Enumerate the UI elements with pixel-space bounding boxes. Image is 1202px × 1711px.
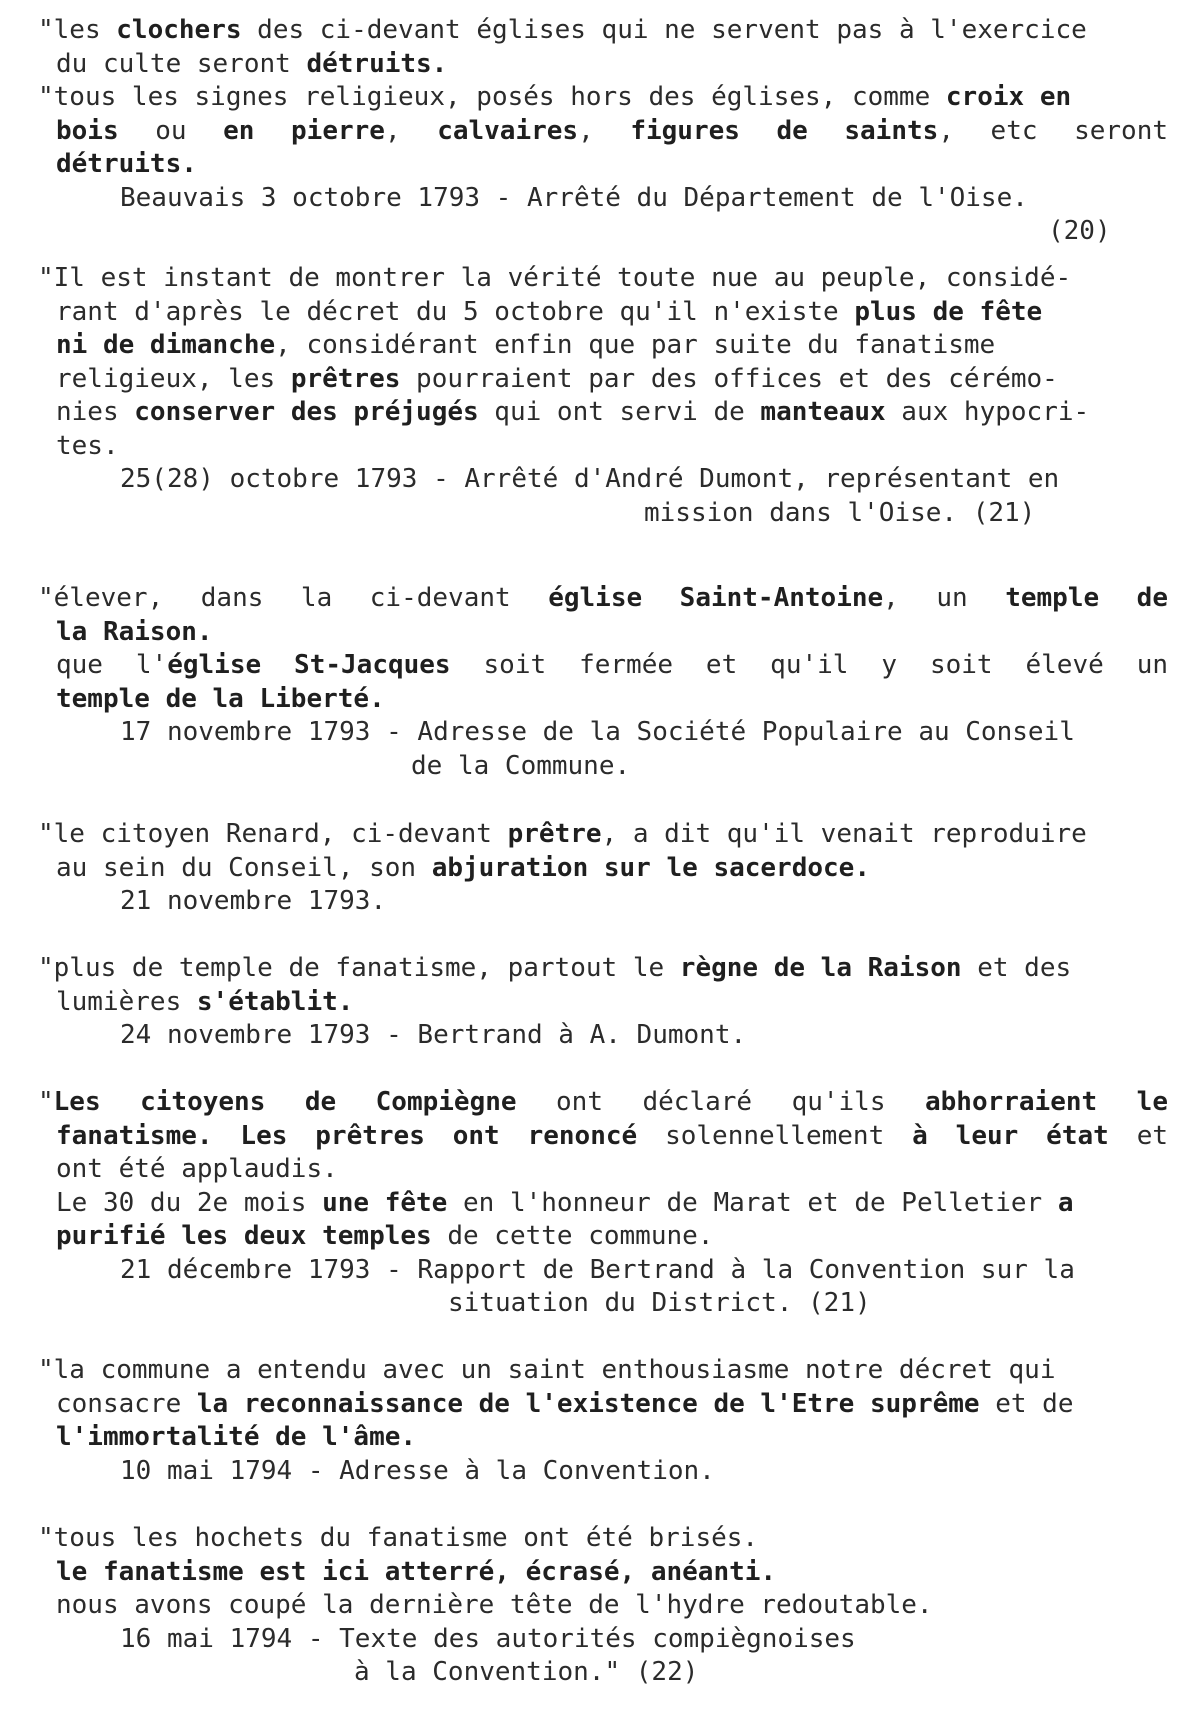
citation-line: 17 novembre 1793 - Adresse de la Société Populaire au Conseil [120,717,1075,747]
citation-line: de la Commune. [411,750,631,781]
quote-block [38,582,1168,783]
quote-line: "tous les signes religieux, posés hors des églises, comme croix en [38,82,1072,112]
quote-line: "les clochers des ci-devant églises qui ne servent pas à l'exercice [38,15,1087,45]
citation-line: 10 mai 1794 - Adresse à la Convention. [120,1455,715,1486]
quote-line: au sein du Conseil, son abjuration sur le sacerdoce. [56,852,870,883]
quote-line: purifié les deux temples de cette commune. [56,1221,714,1251]
quote-line: "plus de temple de fanatisme, partout le règne de la Raison et des [38,953,1072,983]
citation-line: 16 mai 1794 - Texte des autorités compiègnoises [120,1623,856,1654]
quote-block [38,1522,1168,1690]
quote-line: que l'église St-Jacques soit fermée et qu'il y soit élevé un [56,650,1168,680]
quote-block [38,262,1168,530]
footnote-ref: (20) [1048,216,1111,246]
quote-line: ont été applaudis. [56,1154,338,1184]
quote-line: l'immortalité de l'âme. [56,1422,417,1452]
quote-line: détruits. [56,149,197,179]
quote-line: "le citoyen Renard, ci-devant prêtre, a dit qu'il venait reproduire [38,819,1087,849]
citation-line: 24 novembre 1793 - Bertrand à A. Dumont. [120,1020,747,1050]
quote-line: Le 30 du 2e mois une fête en l'honneur de Marat et de Pelletier a [56,1187,1074,1218]
quote-line: "Les citoyens de Compiègne ont déclaré qu'ils abhorraient le [38,1087,1168,1117]
citation-line: 21 décembre 1793 - Rapport de Bertrand à la Convention sur la [120,1254,1075,1285]
citation-line: situation du District. (21) [448,1288,871,1318]
citation-line: mission dans l'Oise. (21) [644,497,1036,528]
quote-line: "tous les hochets du fanatisme ont été brisés. [38,1523,759,1553]
quote-line: bois ou en pierre, calvaires, figures de saints, etc seront [56,115,1169,146]
citation-line: 25(28) octobre 1793 - Arrêté d'André Dumont, représentant en [120,464,1060,494]
quote-line: tes. [56,430,119,461]
quote-line: fanatisme. Les prêtres ont renoncé solennellement à leur état et [56,1120,1169,1151]
quote-block [38,14,1168,249]
citation-line: à la Convention." (22) [354,1657,699,1687]
quote-line: "Il est instant de montrer la vérité toute nue au peuple, considé- [38,263,1072,293]
citation-line: Beauvais 3 octobre 1793 - Arrêté du Département de l'Oise. [120,182,1028,213]
quote-line: "élever, dans la ci-devant église Saint-Antoine, un temple de [38,583,1168,613]
quote-block [38,818,1168,919]
quote-line: nous avons coupé la dernière tête de l'hydre redoutable. [56,1590,933,1620]
quote-line: "la commune a entendu avec un saint enthousiasme notre décret qui [38,1355,1056,1385]
quote-block [38,1354,1168,1488]
citation-line: 21 novembre 1793. [120,886,387,916]
quote-line: rant d'après le décret du 5 octobre qu'il n'existe plus de fête [56,296,1043,327]
quote-line: du culte seront détruits. [56,48,448,79]
quote-line: religieux, les prêtres pourraient par des offices et des cérémo- [56,363,1058,394]
quote-block [38,952,1168,1053]
quote-line: lumières s'établit. [56,986,354,1017]
quote-line: temple de la Liberté. [56,683,385,714]
quote-block [38,1086,1168,1321]
quote-line: le fanatisme est ici atterré, écrasé, anéanti. [56,1556,777,1587]
quote-line: consacre la reconnaissance de l'existence de l'Etre suprême et de [56,1388,1074,1419]
quote-line: ni de dimanche, considérant enfin que par suite du fanatisme [56,330,996,360]
quote-line: la Raison. [56,616,213,647]
quote-line: nies conserver des préjugés qui ont servi de manteaux aux hypocri- [56,397,1090,427]
